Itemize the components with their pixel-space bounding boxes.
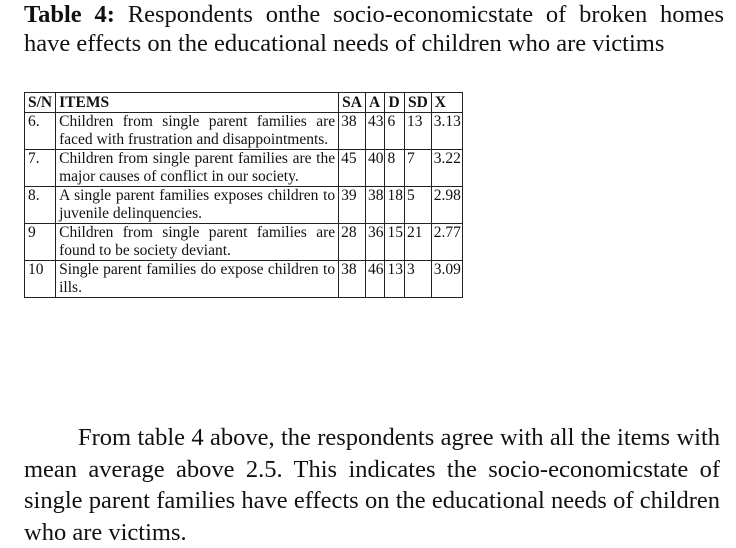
header-sd: SD — [404, 93, 431, 113]
cell-sd: 13 — [404, 113, 431, 150]
cell-x: 3.13 — [431, 113, 462, 150]
cell-sa: 39 — [339, 187, 366, 224]
cell-sd: 7 — [404, 150, 431, 187]
body-paragraph — [24, 422, 720, 548]
header-sn: S/N — [25, 93, 56, 113]
cell-a: 40 — [365, 150, 385, 187]
survey-table — [24, 92, 463, 298]
cell-item: Children from single parent families are faced with frustration and disappointments. — [56, 113, 339, 150]
cell-d: 13 — [385, 261, 405, 298]
header-sa: SA — [339, 93, 366, 113]
cell-sa: 45 — [339, 150, 366, 187]
cell-sn: 9 — [25, 224, 56, 261]
cell-d: 6 — [385, 113, 405, 150]
cell-sd: 5 — [404, 187, 431, 224]
cell-item: Single parent families do expose children to ills. — [56, 261, 339, 298]
cell-d: 15 — [385, 224, 405, 261]
cell-sn: 8. — [25, 187, 56, 224]
cell-sn: 7. — [25, 150, 56, 187]
cell-sa: 38 — [339, 261, 366, 298]
cell-d: 8 — [385, 150, 405, 187]
table-row — [25, 261, 463, 298]
header-x: X — [431, 93, 462, 113]
table-row — [25, 224, 463, 261]
table-caption — [24, 0, 724, 58]
cell-a: 38 — [365, 187, 385, 224]
cell-item: Children from single parent families are the major causes of conflict in our society. — [56, 150, 339, 187]
header-a: A — [365, 93, 385, 113]
table-row — [25, 150, 463, 187]
table-row — [25, 113, 463, 150]
header-d: D — [385, 93, 405, 113]
cell-a: 46 — [365, 261, 385, 298]
cell-sn: 10 — [25, 261, 56, 298]
cell-x: 2.98 — [431, 187, 462, 224]
cell-sa: 28 — [339, 224, 366, 261]
cell-x: 3.22 — [431, 150, 462, 187]
header-items: ITEMS — [56, 93, 339, 113]
table-caption-label: Table 4: — [24, 1, 115, 28]
body-paragraph-text: From table 4 above, the respondents agree with all the items with mean average above 2.5. This indicates the socio-economicstate of single parent families have effects on the educational needs of children who are victims. — [24, 424, 720, 546]
table-row — [25, 187, 463, 224]
cell-d: 18 — [385, 187, 405, 224]
cell-item: A single parent families exposes children to juvenile delinquencies. — [56, 187, 339, 224]
cell-sa: 38 — [339, 113, 366, 150]
table-caption-text: Respondents onthe socio-economicstate of broken homes have effects on the educational needs of children who are victims — [24, 1, 725, 57]
cell-item: Children from single parent families are found to be society deviant. — [56, 224, 339, 261]
cell-sn: 6. — [25, 113, 56, 150]
cell-x: 2.77 — [431, 224, 462, 261]
table-header-row — [25, 93, 463, 113]
cell-sd: 21 — [404, 224, 431, 261]
cell-a: 36 — [365, 224, 385, 261]
cell-sd: 3 — [404, 261, 431, 298]
cell-x: 3.09 — [431, 261, 462, 298]
cell-a: 43 — [365, 113, 385, 150]
